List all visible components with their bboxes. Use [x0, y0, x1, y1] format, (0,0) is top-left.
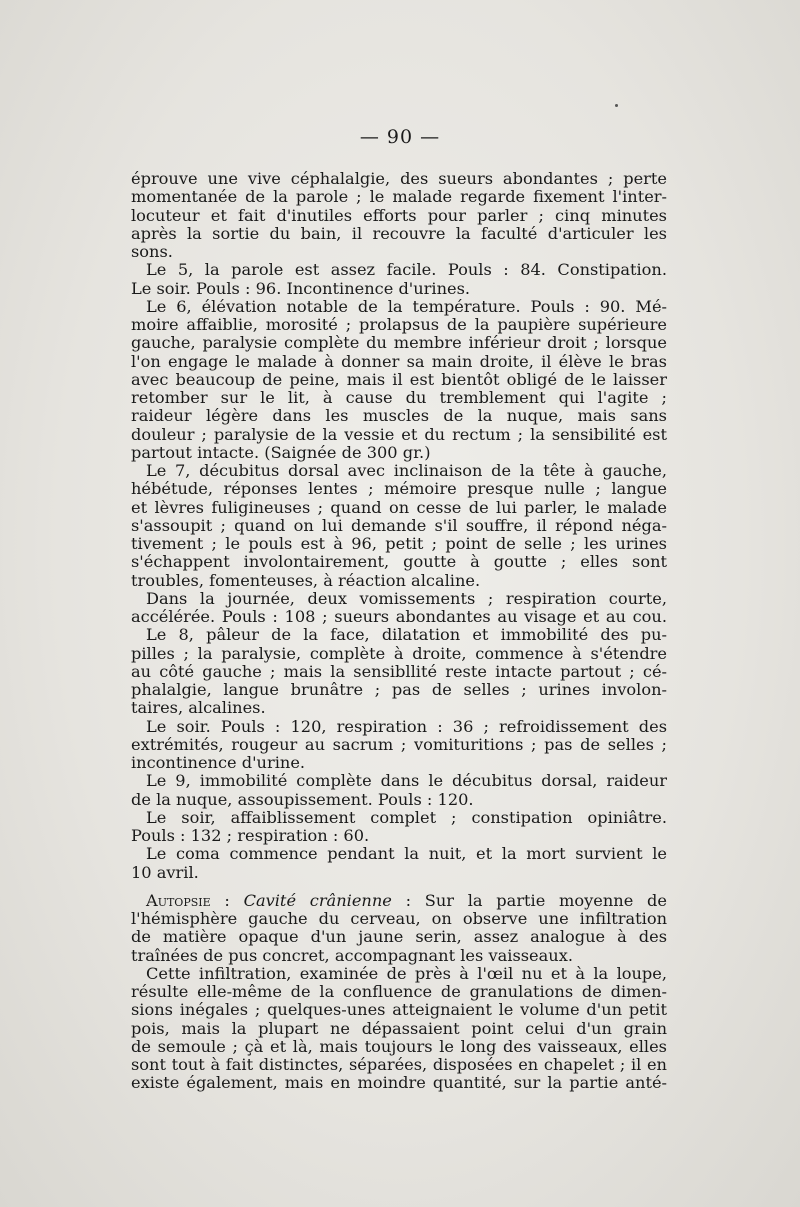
autopsy-heading-line — [131, 892, 667, 910]
text-line: Dans la journée, deux vomissements ; respiration courte, — [146, 588, 667, 608]
text-line: sont tout à fait distinctes, séparées, disposées en chapelet ; il en — [131, 1055, 667, 1074]
text-line: sions inégales ; quelques-unes atteignaient le volume d'un petit — [131, 1000, 667, 1020]
text-line: Le coma commence pendant la nuit, et la mort survient le — [146, 844, 667, 864]
text-line: pilles ; la paralysie, complète à droite, commence à s'étendre — [131, 643, 667, 663]
autopsy-first-line-rest: : Sur la partie moyenne de — [391, 890, 667, 910]
text-line: Pouls : 132 ; respiration : 60. — [131, 826, 370, 845]
text-line: de matière opaque d'un jaune serin, assez analogue à des — [131, 927, 667, 947]
text-line: et lèvres fuligineuses ; quand on cesse de lui parler, le malade — [131, 497, 667, 517]
text-line: troubles, fomenteuses, à réaction alcaline. — [131, 570, 481, 590]
text-line: Le soir. Pouls : 96. Incontinence d'urines. — [131, 278, 471, 298]
text-line: l'on engage le malade à donner sa main droite, il élève le bras — [131, 351, 667, 371]
text-line: de la nuque, assoupissement. Pouls : 120. — [131, 789, 474, 809]
text-line: de semoule ; çà et là, mais toujours le long des vaisseaux, elles — [131, 1036, 667, 1056]
text-line: raideur légère dans les muscles de la nuque, mais sans — [131, 406, 667, 426]
text-line: partout intacte. (Saignée de 300 gr.) — [131, 442, 431, 462]
text-line: Le 5, la parole est assez facile. Pouls : 84. Constipation. — [146, 260, 667, 280]
text-line: gauche, paralysie complète du membre inférieur droit ; lorsque — [131, 333, 667, 353]
text-line: avec beaucoup de peine, mais il est bientôt obligé de le laisser — [131, 369, 667, 389]
autopsy-separator: : — [210, 890, 244, 910]
page-number: — 90 — — [359, 126, 441, 148]
text-line: après la sortie du bain, il recouvre la faculté d'articuler les — [131, 223, 667, 243]
text-line: moire affaiblie, morosité ; prolapsus de la paupière supérieure — [131, 315, 667, 334]
text-line: Le 9, immobilité complète dans le décubitus dorsal, raideur — [146, 771, 667, 791]
text-line: phalalgie, langue brunâtre ; pas de selles ; urines involon- — [131, 680, 667, 699]
text-line: locuteur et fait d'inutiles efforts pour parler ; cinq minutes — [131, 205, 667, 225]
autopsy-subtitle: Cavité crânienne — [243, 890, 392, 910]
text-line: sons. — [131, 242, 173, 261]
text-line: retomber sur le lit, à cause du tremblement qui l'agite ; — [131, 388, 667, 407]
ink-speck — [615, 104, 618, 107]
text-line: taires, alcalines. — [131, 698, 266, 718]
text-line: Le 7, décubitus dorsal avec inclinaison de la tête à gauche, — [146, 461, 667, 480]
body-text — [131, 170, 667, 1093]
text-line: l'hémisphère gauche du cerveau, on observe une infiltration — [131, 909, 667, 928]
text-line: existe également, mais en moindre quantité, sur la partie anté- — [131, 1073, 667, 1093]
text-line: Le 8, pâleur de la face, dilatation et immobilité des pu- — [146, 625, 667, 645]
text-line: hébétude, réponses lentes ; mémoire presque nulle ; langue — [131, 479, 667, 499]
text-line: Le 6, élévation notable de la température. Pouls : 90. Mé- — [146, 296, 667, 316]
text-line: 10 avril. — [131, 862, 199, 882]
text-line: résulte elle-même de la confluence de granulations de dimen- — [131, 982, 667, 1001]
text-line: douleur ; paralysie de la vessie et du rectum ; la sensibilité est — [131, 424, 667, 444]
text-line: momentanée de la parole ; le malade regarde fixement l'inter- — [131, 187, 667, 207]
text-line: extrémités, rougeur au sacrum ; vomituritions ; pas de selles ; — [131, 734, 667, 754]
text-line: traînées de pus concret, accompagnant les vaisseaux. — [131, 945, 573, 965]
text-line: pois, mais la plupart ne dépassaient point celui d'un grain — [131, 1018, 667, 1038]
text-line: accélérée. Pouls : 108 ; sueurs abondantes au visage et au cou. — [131, 607, 667, 626]
text-line: s'assoupit ; quand on lui demande s'il souffre, il répond néga- — [131, 515, 667, 535]
text-line: Cette infiltration, examinée de près à l'œil nu et à la loupe, — [146, 963, 667, 983]
autopsy-label: Autopsie — [146, 890, 211, 910]
text-line: au côté gauche ; mais la sensibllité reste intacte partout ; cé- — [131, 661, 667, 681]
text-line: tivement ; le pouls est à 96, petit ; point de selle ; les urines — [131, 534, 667, 553]
text-line: incontinence d'urine. — [131, 753, 306, 772]
text-line: Le soir, affaiblissement complet ; constipation opiniâtre. — [146, 807, 667, 827]
text-line: s'échappent involontairement, goutte à goutte ; elles sont — [131, 552, 667, 572]
text-line: éprouve une vive céphalalgie, des sueurs abondantes ; perte — [131, 169, 667, 188]
text-line: Le soir. Pouls : 120, respiration : 36 ; refroidissement des — [146, 716, 667, 736]
